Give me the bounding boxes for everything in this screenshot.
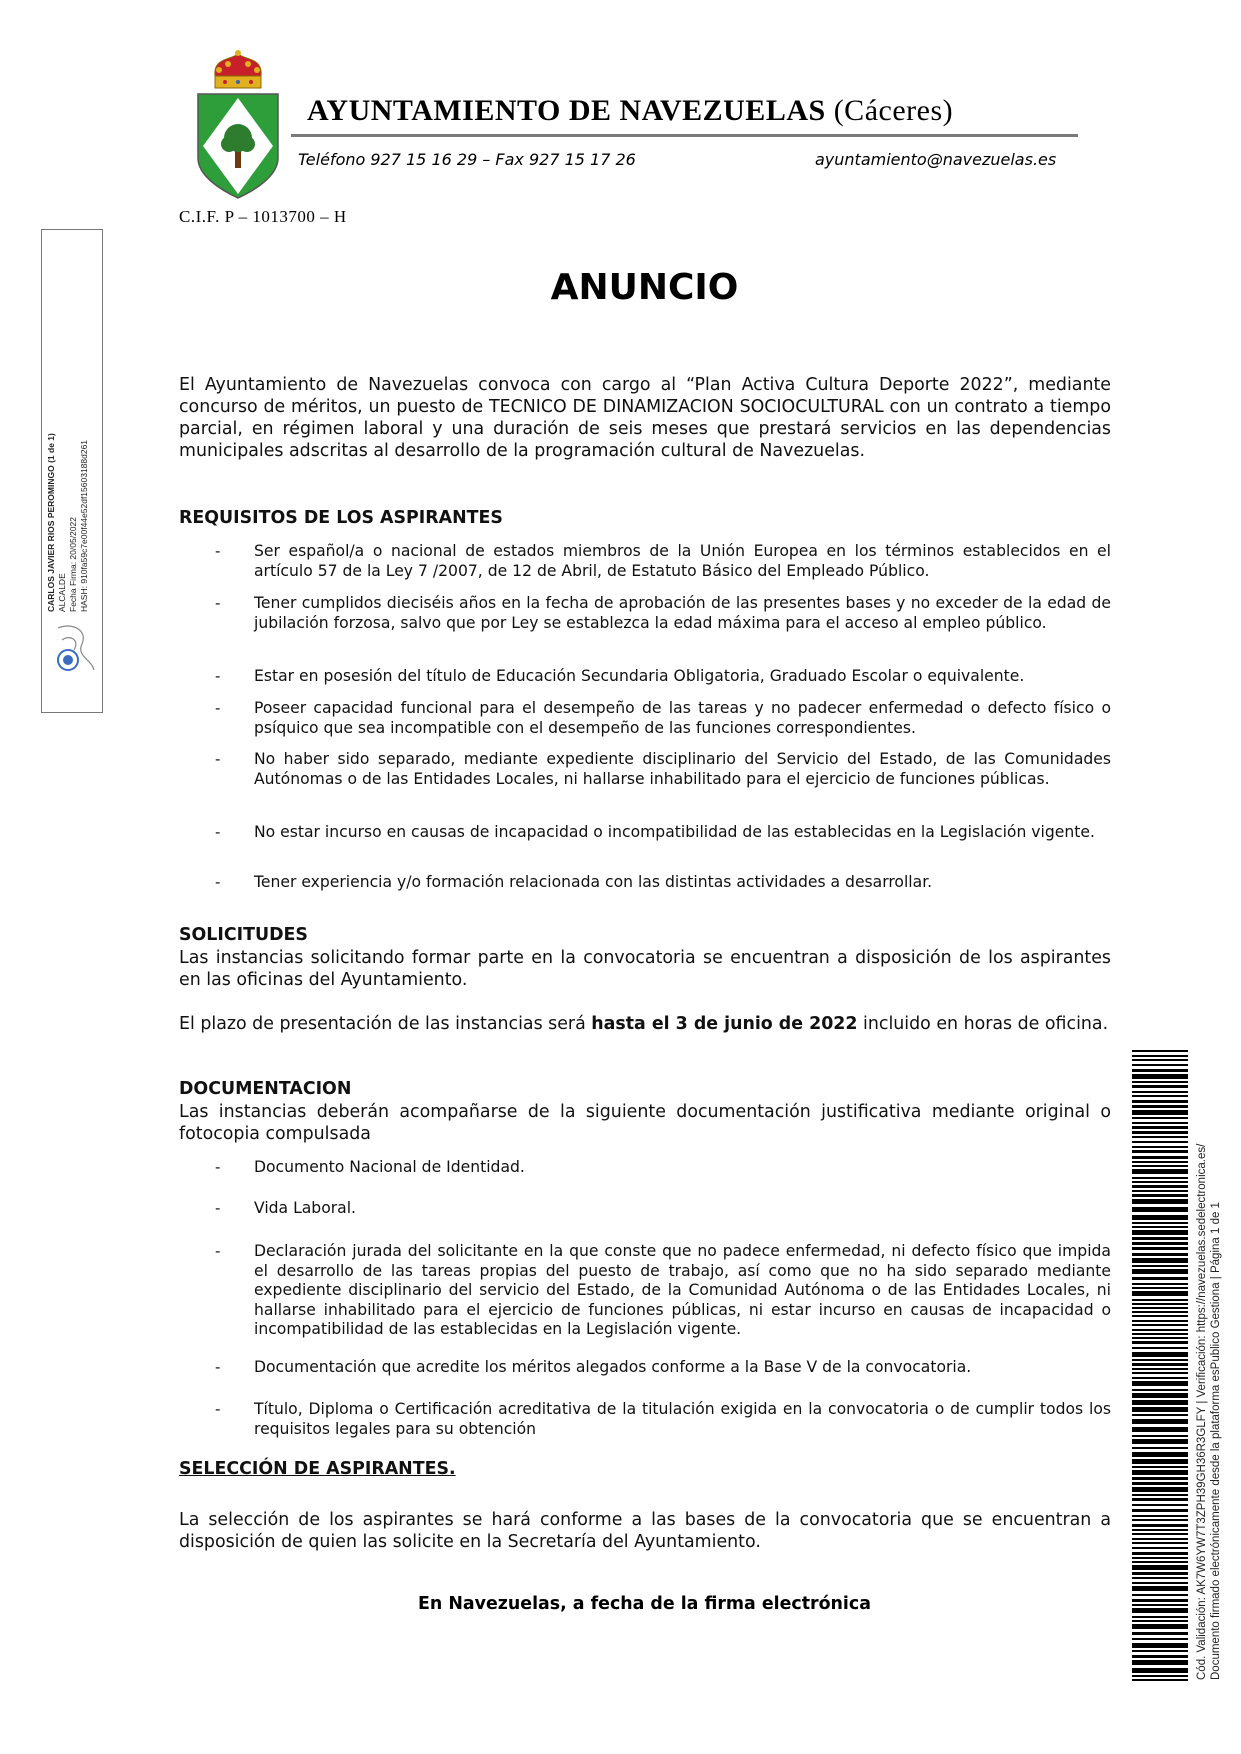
barcode-bar [1132, 1352, 1188, 1357]
documentacion-heading: DOCUMENTACION [179, 1079, 352, 1099]
barcode-bar [1132, 1582, 1188, 1584]
barcode-bar [1132, 1616, 1188, 1618]
barcode-bar [1132, 1638, 1188, 1640]
barcode-bar [1132, 1105, 1188, 1108]
barcode-bar [1132, 1632, 1188, 1635]
requisito-item: No haber sido separado, mediante expediente disciplinario del Servicio del Estado, de las Comunidades Autónomas o de las Entidades Locales, ni hallarse inhabilitado para el ejercicio de funciones públicas. [254, 750, 1111, 788]
page-title: ANUNCIO [550, 267, 739, 308]
documento-item: Declaración jurada del solicitante en la que conste que no padece enfermedad, ni defecto físico que impida el desarrollo de las tareas propias del puesto de trabajo, así como que no ha sido separado mediante expediente disciplinario del servicio del Estado, de la Comunidad Autónoma o de las Entidades Locales, ni hallarse inhabilitado para el ejercicio de funciones públicas, ni estar incurso en causas de incapacidad o incompatibilidad de las establecidas en la Legislación vigente. [254, 1242, 1111, 1338]
barcode-bar [1132, 1393, 1188, 1398]
barcode-bar [1132, 1247, 1188, 1250]
barcode-bar [1132, 1131, 1188, 1134]
intro-paragraph: El Ayuntamiento de Navezuelas convoca con cargo al “Plan Activa Cultura Deporte 2022”, mediante concurso de méritos, un puesto de TECNICO DE DINAMIZACION SOCIOCULTURAL con un contrato a tiempo parcial, en régimen laboral y una duración de seis meses que prestará servicios en las dependencias municipales adscritas al desarrollo de la programación cultural de Navezuelas. [179, 375, 1111, 461]
barcode-bar [1132, 1050, 1188, 1052]
signature-hash: HASH: 910fa59c7e00f44e52df15603188d261 [79, 439, 89, 612]
requisito-item: Ser español/a o nacional de estados miembros de la Unión Europea en los términos establecidos en el artículo 57 de la Ley 7 /2007, de 12 de Abril, de Estatuto Básico del Empleado Público. [254, 542, 1111, 580]
barcode-bar [1132, 1655, 1188, 1658]
signer-name: CARLOS JAVIER RIOS PEROMINGO (1 de 1) [46, 433, 56, 612]
barcode-bar [1132, 1055, 1188, 1057]
barcode-bar [1132, 1146, 1188, 1148]
validation-code: Cód. Validación: AK7W6YW7T3ZPH39GH36R3GLFY | Verificación: https://navezuelas.sedelectronica.es/ [1196, 1143, 1208, 1680]
barcode-bar [1132, 1329, 1188, 1331]
barcode-bar [1132, 1169, 1188, 1174]
barcode-bar [1132, 1059, 1188, 1061]
barcode-bar [1132, 1668, 1188, 1673]
barcode-bar [1132, 1064, 1188, 1066]
barcode-bar [1132, 1341, 1188, 1344]
barcode-bar [1132, 1181, 1188, 1183]
barcode-bar [1132, 1407, 1188, 1412]
plazo-paragraph [179, 1013, 1111, 1035]
barcode-bar [1132, 1482, 1188, 1485]
barcode-bar [1132, 1277, 1188, 1280]
barcode-bar [1132, 1504, 1188, 1506]
barcode-bar [1132, 1283, 1188, 1285]
barcode-bar [1132, 1538, 1188, 1540]
barcode-bar [1132, 1333, 1188, 1335]
barcode-bar [1132, 1258, 1188, 1263]
council-name [307, 94, 953, 128]
barcode-bar [1132, 1315, 1188, 1317]
barcode-bar [1132, 1074, 1188, 1079]
barcode-bar [1132, 1165, 1188, 1167]
barcode-bar [1132, 1515, 1188, 1517]
documento-item: Vida Laboral. [254, 1199, 357, 1217]
barcode-bar [1132, 1207, 1188, 1212]
barcode-bar [1132, 1624, 1188, 1629]
barcode-bar [1132, 1447, 1188, 1449]
header-rule [291, 134, 1078, 137]
barcode-bar [1132, 1359, 1188, 1361]
barcode-bar [1132, 1389, 1188, 1391]
validation-barcode [1132, 1050, 1188, 1682]
barcode-bar [1132, 1185, 1188, 1188]
barcode-bar [1132, 1599, 1188, 1602]
barcode-bar [1132, 1561, 1188, 1563]
barcode-bar [1132, 1161, 1188, 1163]
barcode-bar [1132, 1117, 1188, 1119]
barcode-bar [1132, 1427, 1188, 1432]
barcode-bar [1132, 1215, 1188, 1220]
plazo-text-start: El plazo de presentación de las instancias será [179, 1014, 592, 1034]
barcode-bar [1132, 1487, 1188, 1492]
council-title: AYUNTAMIENTO DE NAVEZUELAS [307, 94, 826, 127]
barcode-bar [1132, 1091, 1188, 1093]
barcode-bar [1132, 1509, 1188, 1512]
barcode-bar [1132, 1435, 1188, 1437]
barcode-bar [1132, 1577, 1188, 1579]
barcode-bar [1132, 1110, 1188, 1115]
barcode-bar [1132, 1095, 1188, 1097]
barcode-bar [1132, 1494, 1188, 1496]
signer-role: ALCALDE [57, 573, 67, 612]
barcode-bar [1132, 1552, 1188, 1555]
signature-stamp-icon [52, 616, 98, 680]
barcode-bar [1132, 1136, 1188, 1138]
barcode-bar [1132, 1529, 1188, 1531]
barcode-bar [1132, 1419, 1188, 1424]
barcode-bar [1132, 1414, 1188, 1416]
barcode-bar [1132, 1122, 1188, 1124]
barcode-bar [1132, 1452, 1188, 1457]
barcode-bar [1132, 1466, 1188, 1468]
seleccion-text: La selección de los aspirantes se hará conforme a las bases de la convocatoria que se encuentran a disposición de quien las solicite en la Secretaría del Ayuntamiento. [179, 1510, 1111, 1552]
documentacion-text: Las instancias deberán acompañarse de la siguiente documentación justificativa mediante original o fotocopia compulsada [179, 1102, 1111, 1144]
seleccion-heading: SELECCIÓN DE ASPIRANTES. [179, 1459, 456, 1479]
barcode-bar [1132, 1542, 1188, 1544]
barcode-bar [1132, 1269, 1188, 1274]
barcode-bar [1132, 1303, 1188, 1305]
validation-text [1196, 1143, 1236, 1680]
barcode-bar [1132, 1320, 1188, 1322]
barcode-bar [1132, 1265, 1188, 1267]
barcode-bar [1132, 1190, 1188, 1192]
phone-fax: Teléfono 927 15 16 29 – Fax 927 15 17 26 [298, 150, 636, 169]
requisitos-heading: REQUISITOS DE LOS ASPIRANTES [179, 508, 503, 528]
barcode-bar [1132, 1226, 1188, 1228]
barcode-bar [1132, 1347, 1188, 1349]
barcode-bar [1132, 1100, 1188, 1103]
barcode-bar [1132, 1141, 1188, 1143]
barcode-bar [1132, 1377, 1188, 1379]
barcode-bar [1132, 1337, 1188, 1339]
barcode-bar [1132, 1156, 1188, 1159]
requisito-item: Estar en posesión del título de Educación Secundaria Obligatoria, Graduado Escolar o equivalente. [254, 667, 1025, 685]
barcode-bar [1132, 1439, 1188, 1444]
requisito-item: No estar incurso en causas de incapacidad o incompatibilidad de las establecidas en la Legislación vigente. [254, 823, 1095, 841]
solicitudes-heading: SOLICITUDES [179, 925, 308, 945]
documento-item: Documentación que acredite los méritos alegados conforme a la Base V de la convocatoria. [254, 1358, 972, 1376]
plazo-text-end: incluido en horas de oficina. [857, 1014, 1109, 1034]
barcode-bar [1132, 1085, 1188, 1088]
barcode-bar [1132, 1291, 1188, 1296]
barcode-bar [1132, 1372, 1188, 1374]
barcode-bar [1132, 1620, 1188, 1622]
barcode-bar [1132, 1477, 1188, 1480]
barcode-bar [1132, 1400, 1188, 1405]
email-address: ayuntamiento@navezuelas.es [815, 150, 1057, 169]
province: (Cáceres) [833, 94, 954, 127]
documento-item: Título, Diploma o Certificación acreditativa de la titulación exigida en la convocatoria o de cumplir todos los requisitos legales para su obtención [254, 1400, 1111, 1438]
closing-line: En Navezuelas, a fecha de la firma electrónica [418, 1594, 871, 1614]
requisito-item: Poseer capacidad funcional para el desempeño de las tareas y no padecer enfermedad o defecto físico o psíquico que sea incompatible con el desempeño de las funciones correspondientes. [254, 699, 1111, 737]
requisito-item: Tener cumplidos dieciséis años en la fecha de aprobación de las presentes bases y no exceder de la edad de jubilación forzosa, salvo que por Ley se establezca la edad máxima para el acceso al empleo público. [254, 594, 1111, 632]
barcode-bar [1132, 1547, 1188, 1549]
signature-details [46, 362, 96, 612]
barcode-bar [1132, 1660, 1188, 1665]
barcode-bar [1132, 1381, 1188, 1386]
barcode-bar [1132, 1650, 1188, 1652]
barcode-bar [1132, 1524, 1188, 1527]
barcode-bar [1132, 1586, 1188, 1591]
barcode-bar [1132, 1222, 1188, 1224]
requisito-item: Tener experiencia y/o formación relacionada con las distintas actividades a desarrollar. [254, 873, 933, 891]
barcode-bar [1132, 1363, 1188, 1366]
barcode-bar [1132, 1237, 1188, 1240]
barcode-bar [1132, 1242, 1188, 1245]
barcode-bar [1132, 1311, 1188, 1313]
cif-number: C.I.F. P – 1013700 – H [179, 207, 347, 226]
barcode-bar [1132, 1608, 1188, 1613]
documento-item: Documento Nacional de Identidad. [254, 1158, 525, 1176]
barcode-bar [1132, 1459, 1188, 1464]
barcode-bar [1132, 1150, 1188, 1153]
barcode-bar [1132, 1594, 1188, 1596]
municipal-coat-of-arms [195, 48, 281, 200]
signature-date: Fecha Firma: 20/05/2022 [68, 517, 78, 612]
barcode-bar [1132, 1498, 1188, 1501]
barcode-bar [1132, 1177, 1188, 1179]
barcode-bar [1132, 1679, 1188, 1681]
barcode-bar [1132, 1126, 1188, 1129]
barcode-bar [1132, 1230, 1188, 1235]
barcode-bar [1132, 1081, 1188, 1083]
barcode-bar [1132, 1307, 1188, 1309]
barcode-bar [1132, 1199, 1188, 1204]
barcode-bar [1132, 1324, 1188, 1326]
barcode-bar [1132, 1519, 1188, 1521]
barcode-bar [1132, 1368, 1188, 1370]
barcode-bar [1132, 1557, 1188, 1559]
barcode-bar [1132, 1675, 1188, 1677]
barcode-bar [1132, 1643, 1188, 1648]
barcode-bar [1132, 1572, 1188, 1575]
barcode-bar [1132, 1470, 1188, 1475]
barcode-bar [1132, 1299, 1188, 1301]
barcode-bar [1132, 1604, 1188, 1606]
barcode-bar [1132, 1287, 1188, 1289]
barcode-bar [1132, 1253, 1188, 1256]
barcode-bar [1132, 1069, 1188, 1072]
barcode-bar [1132, 1194, 1188, 1197]
solicitudes-text: Las instancias solicitando formar parte en la convocatoria se encuentran a disposición de los aspirantes en las oficinas del Ayuntamiento. [179, 948, 1111, 990]
barcode-bar [1132, 1533, 1188, 1535]
validation-platform: Documento firmado electrónicamente desde la plataforma esPublico Gestiona | Página 1 de 1 [1209, 1202, 1222, 1680]
plazo-deadline: hasta el 3 de junio de 2022 [591, 1014, 858, 1034]
barcode-bar [1132, 1565, 1188, 1570]
